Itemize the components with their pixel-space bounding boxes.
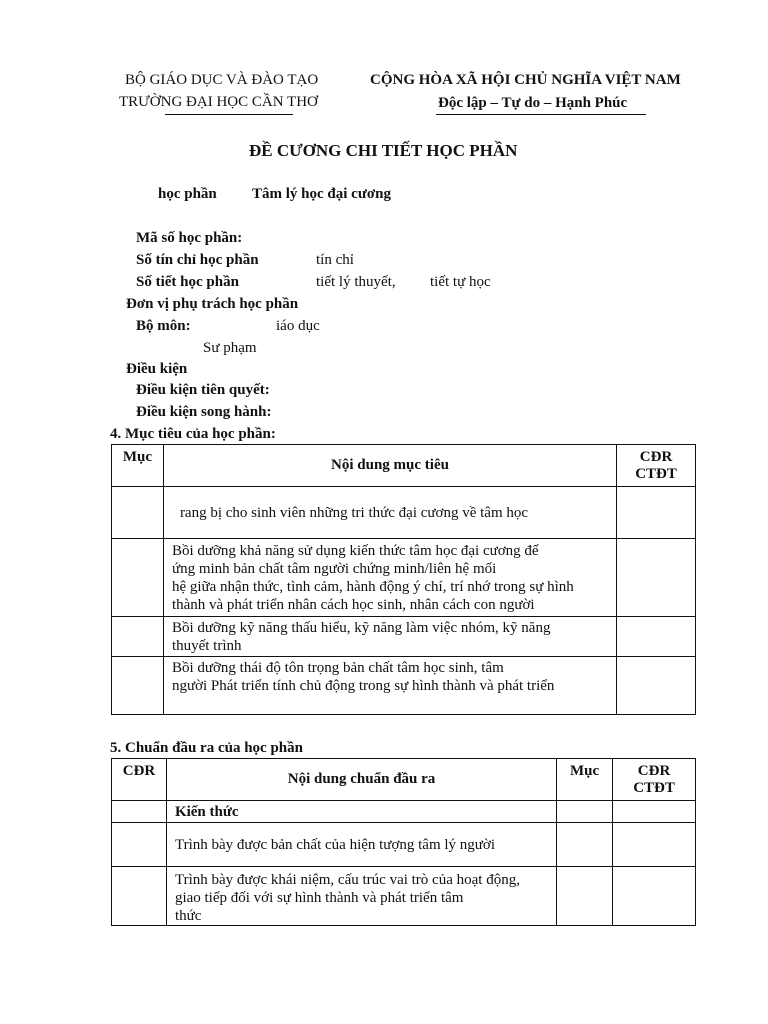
objective-id-cell [112, 657, 164, 715]
course-name-value: Tâm lý học đại cương [252, 186, 391, 202]
outcome-id-cell [112, 823, 167, 867]
objectives-table [111, 444, 696, 715]
outcome-cdr-cell [613, 801, 696, 823]
objective-id-cell [112, 617, 164, 657]
table-row [112, 539, 696, 617]
objective-text: Bồi dưỡng khả năng sử dụng kiến thức tâm học đại cương để ứng minh bản chất tâm người chứng minh/liên hệ mối hệ giữa nhận thức, tình cảm, hành động ý chí, trí nhớ trong sự hình thành và phát triển nhân cách học sinh, nhân cách con người [163, 539, 616, 617]
document-title: ĐỀ CƯƠNG CHI TIẾT HỌC PHẦN [249, 141, 518, 160]
course-name-label: học phần [158, 186, 217, 202]
nation-motto: Độc lập – Tự do – Hạnh Phúc [438, 95, 628, 111]
outcomes-col-content: Nội dung chuẩn đầu ra [166, 759, 556, 801]
outcomes-col-muc: Mục [557, 759, 613, 801]
nation-name: CỘNG HÒA XÃ HỘI CHỦ NGHĨA VIỆT NAM [370, 72, 681, 88]
unit-label: Đơn vị phụ trách học phần [126, 296, 299, 312]
credits-value: tín chỉ [316, 252, 354, 268]
table-row [112, 617, 696, 657]
dept-label: Bộ môn: [136, 318, 191, 334]
outcome-muc-cell [557, 823, 613, 867]
outcome-muc-cell [557, 867, 613, 926]
objective-cdr-cell [617, 617, 696, 657]
conditions-label: Điều kiện [126, 361, 188, 377]
dept-value: iáo dục [276, 318, 320, 334]
table-row [112, 867, 696, 926]
table-row [112, 823, 696, 867]
objective-text: rang bị cho sinh viên những tri thức đại cương về tâm học [163, 487, 616, 539]
outcome-cdr-cell [613, 823, 696, 867]
outcomes-table [111, 758, 696, 926]
outcome-cdr-cell [613, 867, 696, 926]
objectives-col-cdr: CĐR CTĐT [617, 445, 696, 487]
table-row [112, 801, 696, 823]
table-row [112, 487, 696, 539]
prerequisite-label: Điều kiện tiên quyết: [136, 382, 270, 398]
ministry-name: BỘ GIÁO DỤC VÀ ĐÀO TẠO [125, 72, 319, 88]
corequisite-label: Điều kiện song hành: [136, 404, 272, 420]
table-row [112, 657, 696, 715]
outcomes-section-title: 5. Chuẩn đầu ra của học phần [110, 740, 303, 756]
university-name: TRƯỜNG ĐẠI HỌC CẦN THƠ [119, 94, 318, 110]
objective-id-cell [112, 539, 164, 617]
objective-cdr-cell [617, 539, 696, 617]
objective-cdr-cell [617, 657, 696, 715]
outcomes-col-cdr: CĐR [112, 759, 167, 801]
periods-theory: tiết lý thuyết, [316, 274, 396, 290]
periods-self-study: tiết tự học [430, 274, 491, 290]
periods-label: Số tiết học phần [136, 274, 239, 290]
motto-underline [436, 114, 646, 115]
objective-text: Bồi dưỡng thái độ tôn trọng bản chất tâm học sinh, tâm người Phát triển tính chủ động trong sự hình thành và phát triển [163, 657, 616, 715]
objectives-header-row [112, 445, 696, 487]
outcome-muc-cell [557, 801, 613, 823]
objectives-col-muc: Mục [112, 445, 164, 487]
objective-cdr-cell [617, 487, 696, 539]
course-code-label: Mã số học phần: [136, 230, 243, 246]
objective-text: Bồi dưỡng kỹ năng thấu hiểu, kỹ năng làm việc nhóm, kỹ năng thuyết trình [163, 617, 616, 657]
objective-id-cell [112, 487, 164, 539]
objectives-col-content: Nội dung mục tiêu [163, 445, 616, 487]
outcomes-col-cdr-ctdt: CĐR CTĐT [613, 759, 696, 801]
left-header-underline [165, 114, 293, 115]
credits-label: Số tín chỉ học phần [136, 252, 259, 268]
faculty-value: Sư phạm [203, 340, 257, 356]
outcome-id-cell [112, 867, 167, 926]
outcomes-header-row [112, 759, 696, 801]
outcome-id-cell [112, 801, 167, 823]
outcome-text: Trình bày được khái niệm, cấu trúc vai trò của hoạt động, giao tiếp đối với sự hình thành và phát triển tâm thức [166, 867, 556, 926]
objectives-section-title: 4. Mục tiêu của học phần: [110, 426, 276, 442]
outcome-group-knowledge: Kiến thức [166, 801, 556, 823]
outcome-text: Trình bày được bản chất của hiện tượng tâm lý người [166, 823, 556, 867]
